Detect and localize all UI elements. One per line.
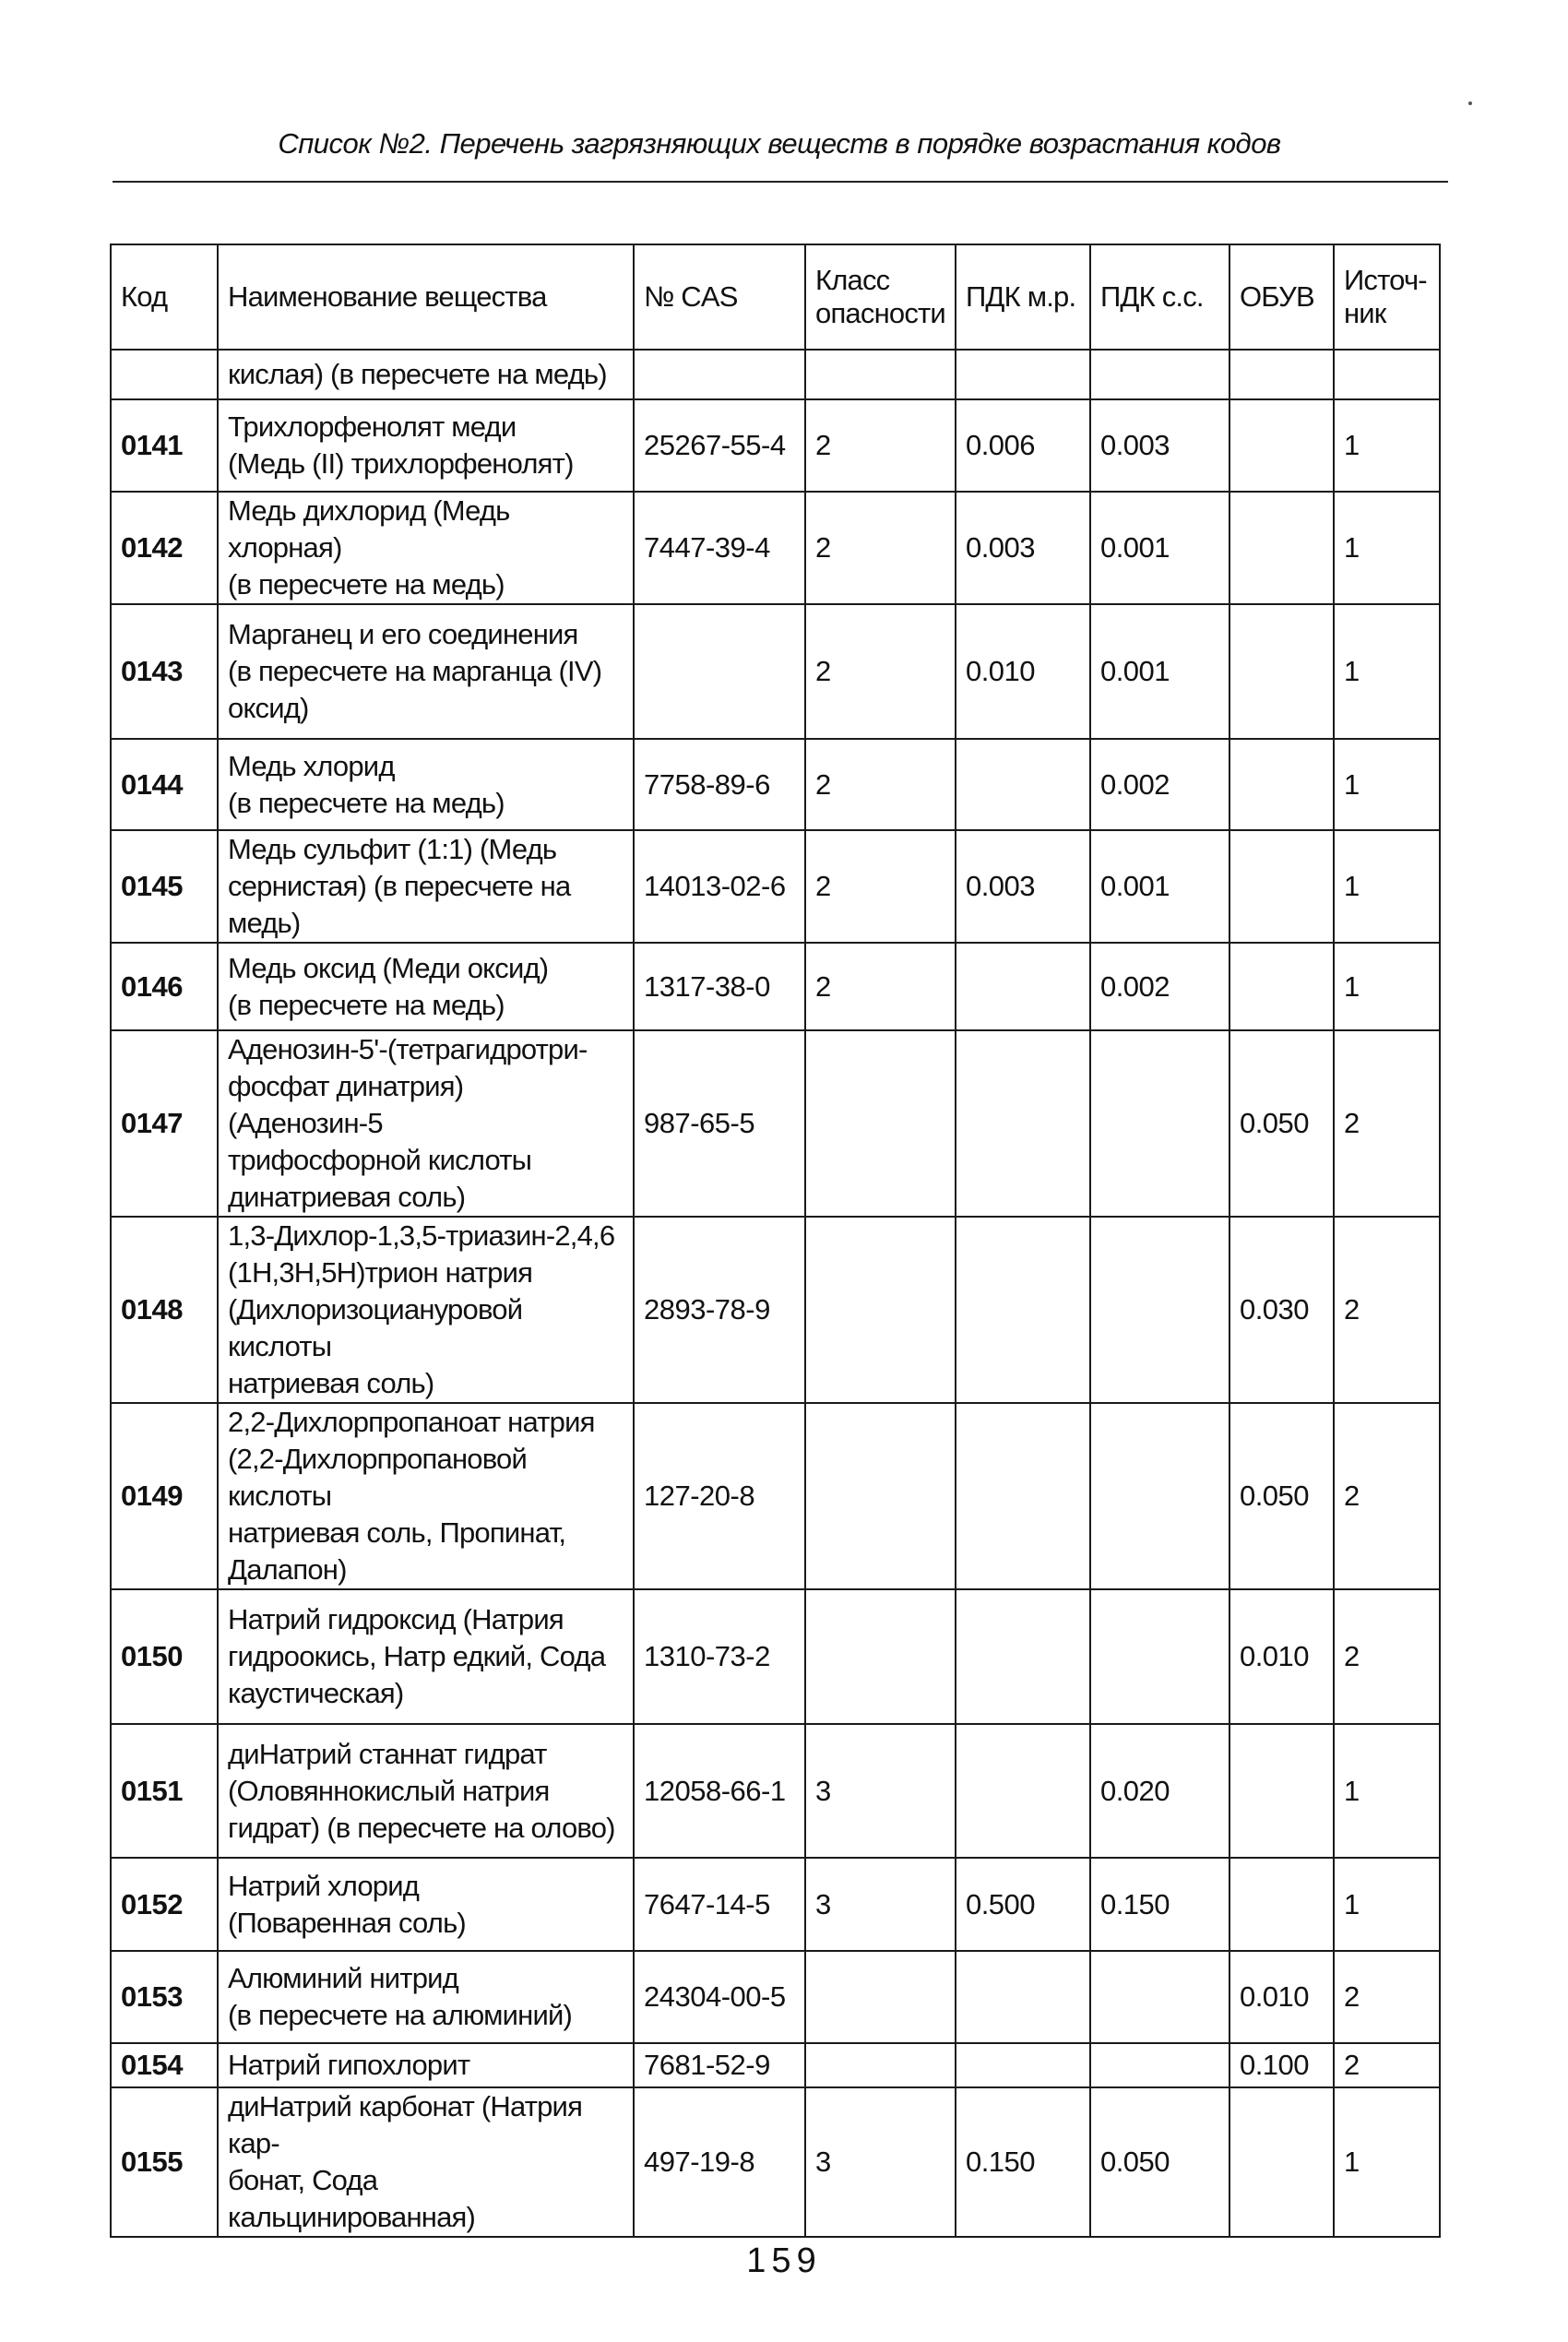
substance-name-line: бонат, Сода кальцинированная) [228,2164,476,2233]
substance-name-line: Марганец и его соединения [228,618,578,650]
substance-code: 0142 [111,492,218,604]
pdk-ss-value: 0.150 [1090,1858,1229,1951]
source-ref: 2 [1334,2043,1440,2087]
substance-name-line: (1H,3H,5H)трион натрия [228,1256,533,1289]
table-row [111,399,1440,492]
continuation-empty-cell [956,350,1090,399]
source-ref: 1 [1334,1858,1440,1951]
pdk-ss-value: 0.003 [1090,399,1229,492]
table-row [111,1951,1440,2043]
substance-name-line: гидроокись, Натр едкий, Сода [228,1640,606,1672]
substance-name [218,1951,634,2043]
substance-name-line: Медь сульфит (1:1) (Медь [228,833,557,865]
pdk-ss-value: 0.050 [1090,2087,1229,2237]
table-row [111,2087,1440,2237]
cas-number: 7447-39-4 [634,492,805,604]
table-row [111,1589,1440,1724]
substance-name [218,604,634,739]
table-row [111,1858,1440,1951]
pdk-mr-value [956,2043,1090,2087]
pdk-ss-value: 0.002 [1090,943,1229,1030]
hazard-class: 2 [805,739,956,830]
pollutants-table [110,244,1441,2238]
hazard-class [805,1951,956,2043]
source-ref: 1 [1334,492,1440,604]
source-ref: 1 [1334,1724,1440,1858]
substance-name-line: диНатрий станнат гидрат [228,1737,547,1770]
substance-name-line: Медь дихлорид (Медь хлорная) [228,494,510,564]
source-ref: 1 [1334,830,1440,943]
substance-name-line: (Поваренная соль) [228,1906,466,1939]
continuation-empty-cell [805,350,956,399]
pdk-ss-value [1090,2043,1229,2087]
column-header-pdk-mr: ПДК м.р. [956,244,1090,350]
substance-name [218,2043,634,2087]
obuv-value: 0.030 [1229,1217,1334,1403]
substance-code: 0154 [111,2043,218,2087]
table-row [111,1217,1440,1403]
source-ref: 1 [1334,739,1440,830]
obuv-value [1229,399,1334,492]
cas-number: 14013-02-6 [634,830,805,943]
hazard-class [805,1030,956,1217]
table-row [111,739,1440,830]
table-row [111,2043,1440,2087]
cas-number: 24304-00-5 [634,1951,805,2043]
continuation-empty-cell [634,350,805,399]
substance-name-line: каустическая) [228,1677,404,1709]
hazard-class [805,1217,956,1403]
substance-code: 0148 [111,1217,218,1403]
substance-name-line: гидрат) (в пересчете на олово) [228,1811,615,1844]
cas-number: 2893-78-9 [634,1217,805,1403]
cas-number: 25267-55-4 [634,399,805,492]
table-row [111,830,1440,943]
table-row [111,604,1440,739]
substance-code: 0152 [111,1858,218,1951]
substance-name [218,2087,634,2237]
source-ref: 1 [1334,2087,1440,2237]
hazard-class: 3 [805,1724,956,1858]
column-header-code: Код [111,244,218,350]
pdk-mr-value [956,1217,1090,1403]
obuv-value: 0.010 [1229,1951,1334,2043]
pdk-ss-value: 0.001 [1090,830,1229,943]
pdk-mr-value [956,943,1090,1030]
substance-name-line: Натрий хлорид [228,1869,420,1902]
pdk-mr-value [956,1030,1090,1217]
substance-code: 0153 [111,1951,218,2043]
column-header-hazard-class: Класс опасности [805,244,956,350]
substance-name-line: Далапон) [228,1553,347,1586]
column-header-pdk-ss: ПДК с.с. [1090,244,1229,350]
continuation-empty-cell [1090,350,1229,399]
substance-name-line: Алюминий нитрид [228,1962,458,1994]
substance-name-line: натриевая соль) [228,1367,434,1399]
substance-name-line: сернистая) (в пересчете на медь) [228,870,571,939]
pdk-ss-value: 0.001 [1090,604,1229,739]
substance-name-line: динатриевая соль) [228,1181,466,1213]
page-number: 159 [746,2241,822,2280]
source-ref: 2 [1334,1217,1440,1403]
cas-number: 987-65-5 [634,1030,805,1217]
substance-code: 0147 [111,1030,218,1217]
cas-number: 497-19-8 [634,2087,805,2237]
hazard-class: 3 [805,1858,956,1951]
source-ref: 2 [1334,1403,1440,1589]
obuv-value [1229,604,1334,739]
substance-name [218,1724,634,1858]
continuation-text: кислая) (в пересчете на медь) [218,350,634,399]
substance-name-line: оксид) [228,692,309,724]
header-rule [113,181,1448,183]
pdk-mr-value: 0.500 [956,1858,1090,1951]
substance-name-line: (в пересчете на марганца (IV) [228,655,602,687]
pdk-ss-value [1090,1030,1229,1217]
table-row [111,943,1440,1030]
obuv-value [1229,943,1334,1030]
substance-name-line: диНатрий карбонат (Натрия кар- [228,2090,583,2159]
cas-number: 12058-66-1 [634,1724,805,1858]
cas-number: 7647-14-5 [634,1858,805,1951]
substance-code: 0144 [111,739,218,830]
substance-name [218,1403,634,1589]
obuv-value [1229,739,1334,830]
hazard-class [805,2043,956,2087]
substance-name-line: натриевая соль, Пропинат, [228,1516,566,1549]
table-row [111,1724,1440,1858]
cas-number: 1317-38-0 [634,943,805,1030]
substance-name-line: (в пересчете на медь) [228,568,505,600]
substance-name [218,1217,634,1403]
obuv-value [1229,1724,1334,1858]
substance-code: 0149 [111,1403,218,1589]
pdk-mr-value: 0.006 [956,399,1090,492]
obuv-value: 0.010 [1229,1589,1334,1724]
pdk-ss-value: 0.001 [1090,492,1229,604]
obuv-value: 0.050 [1229,1403,1334,1589]
pdk-ss-value [1090,1217,1229,1403]
obuv-value: 0.100 [1229,2043,1334,2087]
table-row [111,1030,1440,1217]
obuv-value [1229,830,1334,943]
substance-name-line: (Дихлоризоциануровой кислоты [228,1293,523,1362]
pdk-mr-value [956,1589,1090,1724]
pdk-mr-value [956,1724,1090,1858]
cas-number: 127-20-8 [634,1403,805,1589]
continuation-empty-cell [1229,350,1334,399]
cas-number [634,604,805,739]
hazard-class: 2 [805,492,956,604]
pdk-ss-value [1090,1589,1229,1724]
substance-code: 0150 [111,1589,218,1724]
substance-name [218,739,634,830]
substance-name-line: 2,2-Дихлорпропаноат натрия [228,1406,595,1438]
column-header-obuv: ОБУВ [1229,244,1334,350]
running-header-title: Список №2. Перечень загрязняющих веществ в порядке возрастания кодов [278,127,1281,160]
substance-code: 0146 [111,943,218,1030]
pdk-mr-value [956,1951,1090,2043]
obuv-value [1229,1858,1334,1951]
hazard-class: 2 [805,399,956,492]
source-ref: 2 [1334,1951,1440,2043]
substance-name-line: (Медь (II) трихлорфенолят) [228,447,574,480]
pdk-mr-value: 0.003 [956,830,1090,943]
substance-name-line: (Оловяннокислый натрия [228,1774,550,1807]
substance-name [218,1030,634,1217]
substance-name [218,492,634,604]
source-ref: 1 [1334,943,1440,1030]
pdk-ss-value: 0.020 [1090,1724,1229,1858]
substance-name-line: (в пересчете на медь) [228,786,505,819]
column-header-name: Наименование вещества [218,244,634,350]
cas-number: 7681-52-9 [634,2043,805,2087]
cas-number: 7758-89-6 [634,739,805,830]
pdk-ss-value [1090,1403,1229,1589]
source-ref: 1 [1334,604,1440,739]
hazard-class: 2 [805,830,956,943]
substance-name-line: Медь хлорид [228,749,395,782]
hazard-class: 2 [805,604,956,739]
source-ref: 2 [1334,1030,1440,1217]
obuv-value [1229,492,1334,604]
substance-name-line: (в пересчете на медь) [228,988,505,1021]
pdk-mr-value: 0.003 [956,492,1090,604]
substance-name-line: (2,2-Дихлорпропановой кислоты [228,1443,528,1512]
substance-name-line: Трихлорфенолят меди [228,410,517,443]
obuv-value: 0.050 [1229,1030,1334,1217]
substance-name-line: Натрий гипохлорит [228,2049,470,2081]
hazard-class [805,1403,956,1589]
table-row [111,492,1440,604]
hazard-class: 2 [805,943,956,1030]
continuation-empty-cell [1334,350,1440,399]
hazard-class [805,1589,956,1724]
header-row [111,244,1440,350]
source-ref: 2 [1334,1589,1440,1724]
pdk-ss-value [1090,1951,1229,2043]
obuv-value [1229,2087,1334,2237]
pdk-ss-value: 0.002 [1090,739,1229,830]
substance-name-line: Аденозин-5'-(тетрагидротри- [228,1033,588,1065]
substance-code: 0151 [111,1724,218,1858]
pdk-mr-value [956,1403,1090,1589]
table-row [111,1403,1440,1589]
continuation-row [111,350,1440,399]
substance-code: 0155 [111,2087,218,2237]
column-header-cas: № CAS [634,244,805,350]
substance-name-line: Медь оксид (Меди оксид) [228,951,549,984]
substance-code: 0145 [111,830,218,943]
pdk-mr-value: 0.010 [956,604,1090,739]
substance-name-line: Натрий гидроксид (Натрия [228,1603,564,1635]
substance-name [218,1589,634,1724]
substance-name-line: трифосфорной кислоты [228,1144,532,1176]
substance-name [218,1858,634,1951]
source-ref: 1 [1334,399,1440,492]
substance-name-line: фосфат динатрия) (Аденозин-5 [228,1070,464,1139]
continuation-code-cell [111,350,218,399]
pdk-mr-value: 0.150 [956,2087,1090,2237]
substance-name [218,830,634,943]
substance-code: 0141 [111,399,218,492]
pdk-mr-value [956,739,1090,830]
cas-number: 1310-73-2 [634,1589,805,1724]
hazard-class: 3 [805,2087,956,2237]
substance-name-line: 1,3-Дихлор-1,3,5-триазин-2,4,6 [228,1219,615,1252]
substance-name [218,399,634,492]
substance-name-line: (в пересчете на алюминий) [228,1999,573,2031]
print-speck [1468,101,1472,105]
column-header-source: Источ-ник [1334,244,1440,350]
substance-code: 0143 [111,604,218,739]
substance-name [218,943,634,1030]
